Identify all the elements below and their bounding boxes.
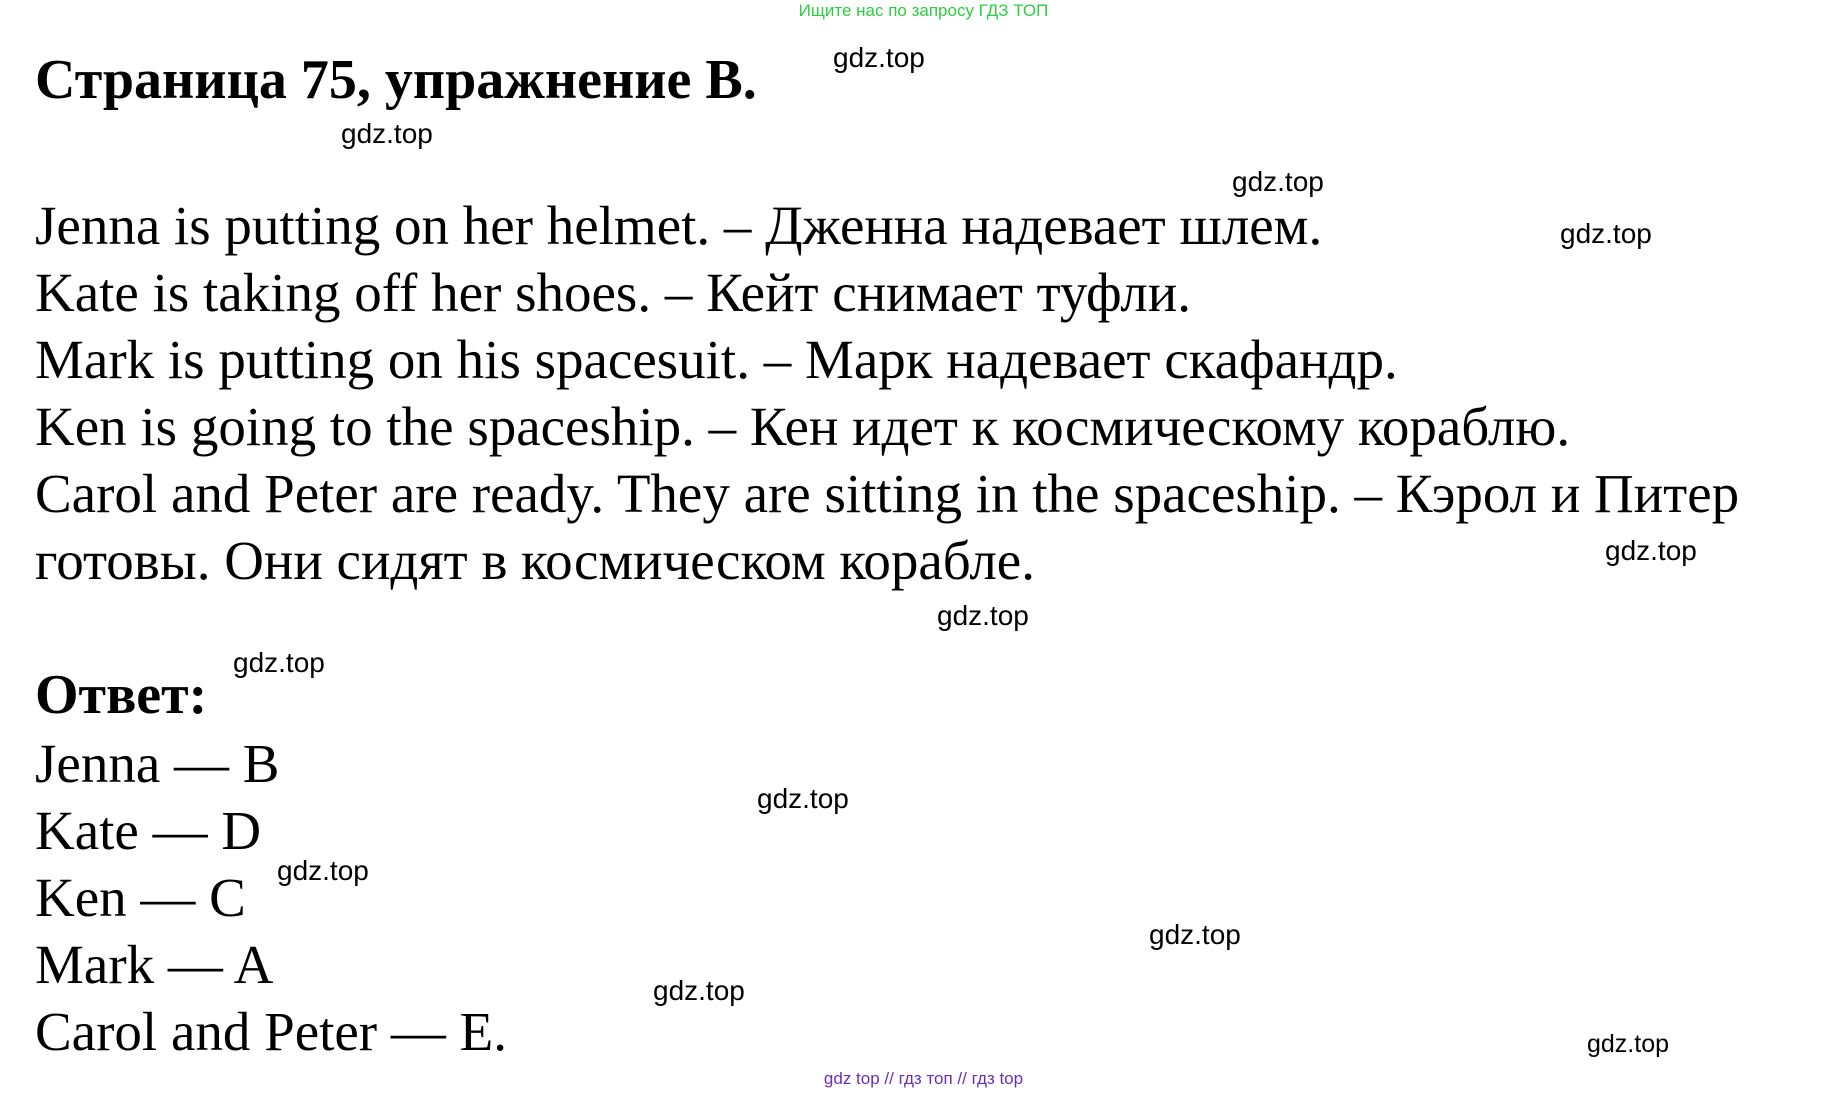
answer-item: Jenna — B: [35, 733, 280, 794]
text-line: Jenna is putting on her helmet. – Дженна надевает шлем.: [35, 195, 1323, 256]
watermark: gdz.top: [653, 975, 745, 1006]
bottom-banner-link[interactable]: gdz top // гдз топ // гдз top: [823, 1069, 1024, 1088]
watermark: gdz.top: [233, 647, 325, 678]
text-line: Kate is taking off her shoes. – Кейт снимает туфли.: [35, 262, 1191, 323]
watermark: gdz.top: [833, 42, 925, 73]
top-banner-link[interactable]: Ищите нас по запросу ГДЗ ТОП: [798, 1, 1049, 20]
page-title: Страница 75, упражнение B.: [35, 49, 757, 111]
answer-list: [35, 730, 507, 1065]
watermark: gdz.top: [277, 855, 369, 886]
text-line: Mark is putting on his spacesuit. – Марк надевает скафандр.: [35, 329, 1398, 390]
text-line: Ken is going to the spaceship. – Кен идет к космическому кораблю.: [35, 396, 1571, 457]
watermark: gdz.top: [937, 600, 1029, 631]
answer-item: Carol and Peter — E.: [35, 1001, 507, 1062]
watermark: gdz.top: [1560, 218, 1652, 249]
watermark: gdz.top: [1587, 1030, 1670, 1058]
watermark: gdz.top: [1605, 535, 1697, 566]
watermark: gdz.top: [757, 783, 849, 814]
watermark: gdz.top: [341, 118, 433, 149]
text-line: Carol and Peter are ready. They are sitting in the spaceship. – Кэрол и Питер: [35, 463, 1740, 524]
answer-item: Mark — A: [35, 934, 274, 995]
exercise-text: [35, 192, 1847, 594]
answer-item: Ken — C: [35, 867, 246, 928]
text-line: готовы. Они сидят в космическом корабле.: [35, 530, 1035, 591]
watermark: gdz.top: [1232, 166, 1324, 197]
answer-item: Kate — D: [35, 800, 262, 861]
watermark: gdz.top: [1149, 919, 1241, 950]
answer-heading: Ответ:: [35, 664, 208, 726]
